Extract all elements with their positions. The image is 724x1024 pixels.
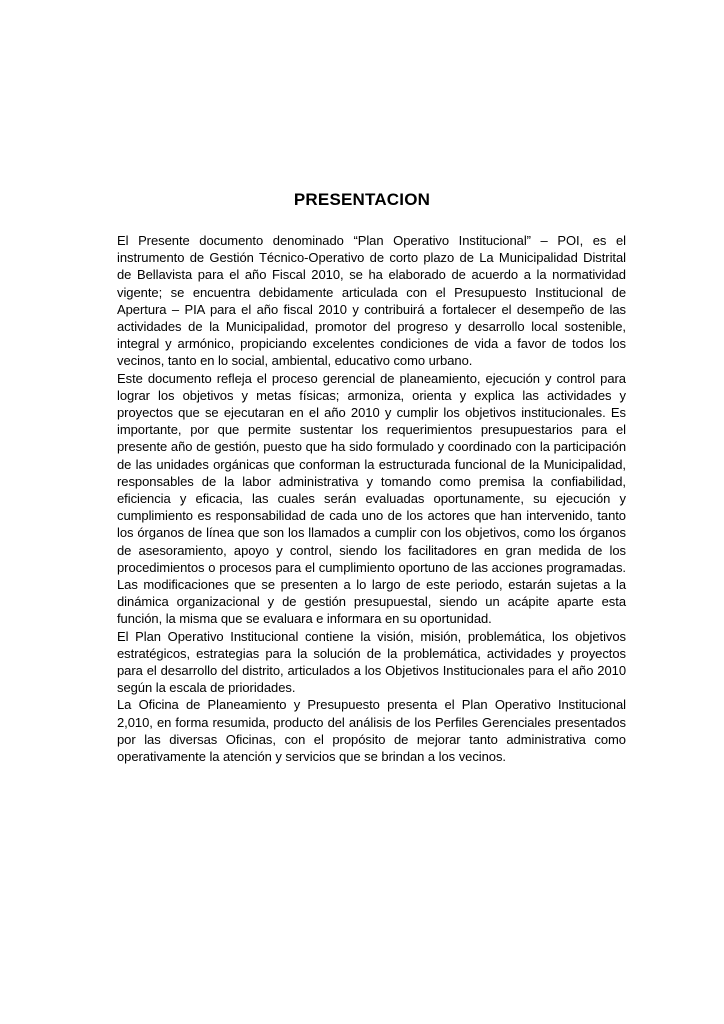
paragraph-plan-contents: El Plan Operativo Institucional contiene la visión, misión, problemática, los objetivos estratégicos, estrategias para la solución de la problemática, actividades y proyectos para el desarrollo del distrito, articulados a los Objetivos Institucionales para el año 2010 según la escala de prioridades. (117, 628, 626, 696)
page-title: PRESENTACION (293, 190, 431, 209)
paragraph-introduction: El Presente documento denominado “Plan Operativo Institucional” – POI, es el instrumento de Gestión Técnico-Operativo de corto plazo de La Municipalidad Distrital de Bellavista para el año Fiscal 2010, se ha elaborado de acuerdo a la normatividad vigente; se encuentra debidamente articulada con el Presupuesto Institucional de Apertura – PIA para el año fiscal 2010 y contribuirá a fortalecer el desempeño de las actividades de la Municipalidad, promotor del progreso y desarrollo local sostenible, integral y armónico, propiciando excelentes condiciones de vida a favor de todos los vecinos, tanto en lo social, ambiental, educativo como urbano. (117, 233, 626, 369)
paragraph-planning-office: La Oficina de Planeamiento y Presupuesto presenta el Plan Operativo Institucional 2,010, en forma resumida, producto del análisis de los Perfiles Gerenciales presentados por las diversas Oficinas, con el propósito de mejorar tanto administrativa como operativamente la atención y servicios que se brindan a los vecinos. (117, 697, 626, 765)
paragraph-management-process: Este documento refleja el proceso gerencial de planeamiento, ejecución y control para lograr los objetivos y metas físicas; armoniza, orienta y explica las actividades y proyectos que se ejecutaran en el año 2010 y cumplir los objetivos institucionales. Es importante, por que permite sustentar los requerimientos presupuestarios para el presente año de gestión, puesto que ha sido formulado y coordinado con la participación de las unidades orgánicas que conforman la estructurada funcional de la Municipalidad, responsables de la labor administrativa y tomando como premisa la confiabilidad, eficiencia y eficacia, las cuales serán evaluadas oportunamente, su ejecución y cumplimiento es responsabilidad de cada uno de los actores que han intervenido, tanto los órganos de línea que son los llamados a cumplir con los objetivos, como los órganos de asesoramiento, apoyo y control, siendo los facilitadores en gran medida de los procedimientos o procesos para el cumplimiento oportuno de las acciones programadas. Las modificaciones que se presenten a lo largo de este periodo, estarán sujetas a la dinámica organizacional y de gestión presupuestal, siendo un acápite aparte esta función, la misma que se evaluara e informara en su oportunidad. (117, 370, 626, 627)
body-text (117, 232, 626, 765)
